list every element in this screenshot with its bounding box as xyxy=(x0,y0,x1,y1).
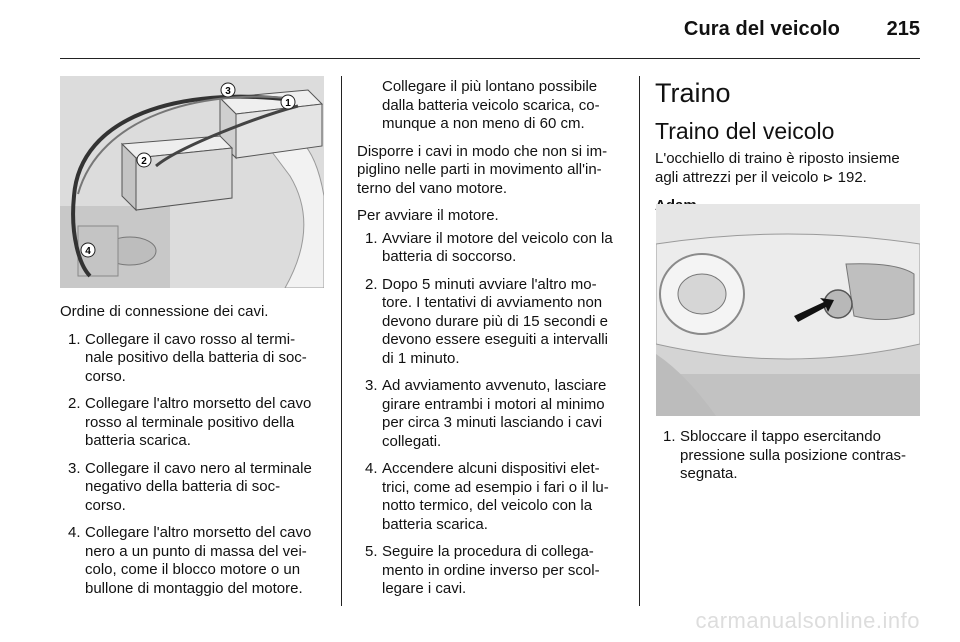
step-text: Collegare il cavo rosso al termi- nale positivo della batteria di soc- corso. xyxy=(85,330,307,385)
watermark: carmanualsonline.info xyxy=(695,608,920,633)
callout-2-badge xyxy=(137,153,151,167)
list-item xyxy=(357,276,623,369)
towing-eye-text: L'occhiello di traino è riposto insieme agli attrezzi per il veicolo xyxy=(655,150,900,186)
header-divider xyxy=(60,58,920,59)
step-text: Avviare il motore del veicolo con la batteria di soccorso. xyxy=(382,229,613,265)
callout-4-badge xyxy=(81,243,95,257)
right-column xyxy=(655,78,921,220)
start-engine-heading: Per avviare il motore. xyxy=(357,207,499,224)
list-item xyxy=(357,230,623,267)
step-number: 1. xyxy=(663,428,676,445)
step-number: 2. xyxy=(365,275,378,293)
list-item xyxy=(60,460,325,516)
svg-text:4: 4 xyxy=(85,246,91,257)
svg-text:3: 3 xyxy=(225,86,231,97)
step-number: 3. xyxy=(365,377,378,394)
connection-order-intro: Ordine di connessione dei cavi. xyxy=(60,303,269,320)
list-item xyxy=(655,428,921,484)
right-column-steps xyxy=(655,428,921,493)
middle-column xyxy=(357,78,623,608)
step-text: Accendere alcuni dispositivi elet- trici, come ad esempio i fari o il lu- notto termico, del veicolo con la batteria scarica. xyxy=(382,460,609,533)
jump-start-drawing xyxy=(60,76,324,288)
step-text: Seguire la procedura di collega- mento in ordine inverso per scol- legare i cavi. xyxy=(382,543,600,597)
page-reference-icon: ⊳ xyxy=(822,170,834,186)
svg-text:1: 1 xyxy=(285,98,291,109)
towing-eye-paragraph xyxy=(655,150,921,188)
step-continuation: Collegare il più lontano possibile dalla batteria veicolo scarica, co- munque a non meno di 60 cm. xyxy=(382,78,600,132)
jump-start-illustration xyxy=(60,76,324,288)
list-item xyxy=(357,543,623,599)
list-item xyxy=(60,524,325,598)
step-text: Collegare l'altro morsetto del cavo rosso al terminale positivo della batteria scarica. xyxy=(85,395,312,449)
step-number: 4. xyxy=(68,524,81,541)
step-text: Sbloccare il tappo esercitando pressione sulla posizione contras- segnata. xyxy=(680,428,906,482)
step-number: 2. xyxy=(68,395,81,412)
callout-1-badge xyxy=(281,95,295,109)
list-item xyxy=(60,395,325,451)
list-item xyxy=(357,460,623,534)
svg-text:2: 2 xyxy=(141,156,147,167)
page-reference: 192. xyxy=(837,168,867,186)
step-number: 5. xyxy=(365,543,378,560)
page-number: 215 xyxy=(886,18,920,40)
step-number: 1. xyxy=(365,229,378,247)
left-column xyxy=(60,303,325,607)
running-header-title: Cura del veicolo xyxy=(683,18,840,40)
section-title: Traino xyxy=(655,78,731,108)
cable-routing-paragraph: Disporre i cavi in modo che non si im- piglino nelle parti in movimento all'in- terno del vano motore. xyxy=(357,142,608,197)
list-item xyxy=(357,377,623,451)
step-text: Ad avviamento avvenuto, lasciare girare entrambi i motori al minimo per circa 3 minuti lasciando i cavi collegati. xyxy=(382,377,607,450)
column-divider-right xyxy=(639,76,640,606)
step-number: 1. xyxy=(68,330,81,348)
list-item xyxy=(60,331,325,387)
step-text: Dopo 5 minuti avviare l'altro mo- tore. I tentativi di avviamento non devono durare più di 15 secondi e devono essere eseguiti a intervalli di 1 minuto. xyxy=(382,275,608,367)
step-number: 3. xyxy=(68,459,81,477)
step-number: 4. xyxy=(365,460,378,477)
callout-3-badge xyxy=(221,83,235,97)
bumper-cover-photo xyxy=(656,204,920,416)
subsection-title: Traino del veicolo xyxy=(655,118,835,144)
step-text: Collegare l'altro morsetto del cavo nero a un punto di massa del vei- colo, come il blocco motore o un bullone di montaggio del motore. xyxy=(85,524,312,597)
bumper-steps-list xyxy=(655,428,921,484)
connection-steps-list xyxy=(60,331,325,599)
step-text: Collegare il cavo nero al terminale negativo della batteria di soc- corso. xyxy=(85,459,312,514)
start-steps-list xyxy=(357,230,623,599)
bumper-drawing xyxy=(656,204,920,416)
column-divider-left xyxy=(341,76,342,606)
